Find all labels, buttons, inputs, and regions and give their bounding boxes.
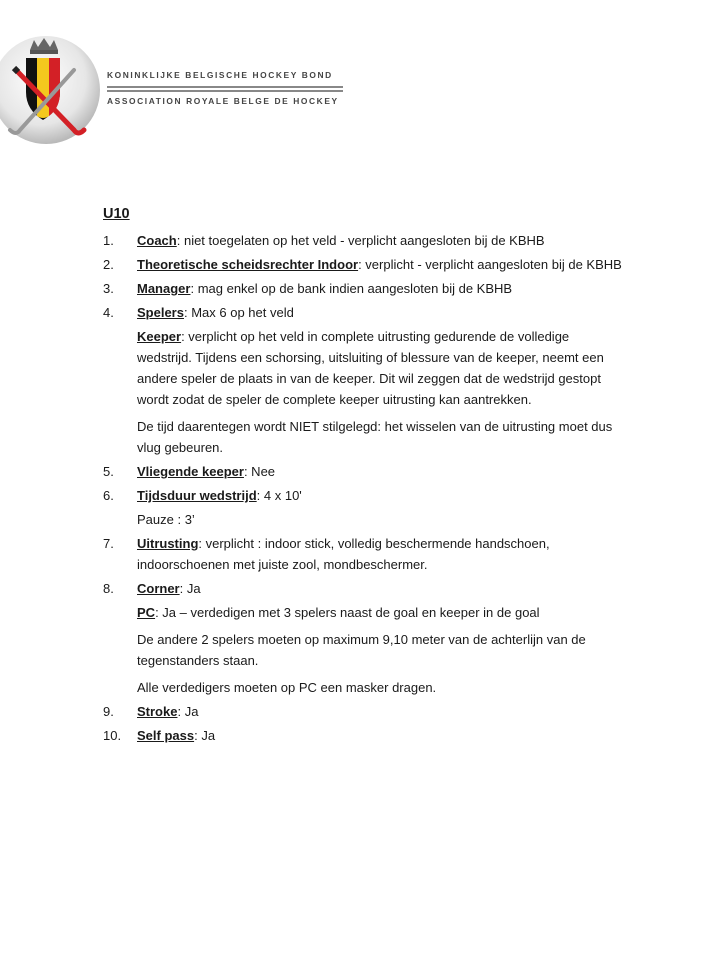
keeper-label: Keeper <box>137 329 182 344</box>
item-body: : Ja <box>179 581 201 596</box>
item-text <box>137 533 623 575</box>
item-body: : Nee <box>243 464 276 479</box>
section-title: U10 <box>103 206 130 222</box>
item-number: 9. <box>103 704 114 719</box>
item-number: 2. <box>103 257 114 272</box>
item-text <box>137 701 623 722</box>
item-body: : Ja <box>177 704 199 719</box>
item-text <box>137 461 623 482</box>
rule-item-stroke <box>103 701 623 722</box>
keeper-paragraph <box>103 326 623 410</box>
item-text <box>137 278 623 299</box>
item-label: Uitrusting <box>137 536 199 551</box>
letterhead <box>0 0 720 150</box>
pause-line: Pauze : 3’ <box>137 512 195 527</box>
item-text <box>137 230 623 251</box>
item-number: 6. <box>103 488 114 503</box>
item-number: 5. <box>103 464 114 479</box>
item-number: 1. <box>103 233 114 248</box>
item-body: : niet toegelaten op het veld - verplicht aangesloten bij de KBHB <box>176 233 545 248</box>
item-body: : 4 x 10' <box>256 488 302 503</box>
item-text <box>137 578 623 599</box>
rule-item-players <box>103 302 623 323</box>
item-number: 4. <box>103 305 114 320</box>
item-text <box>137 725 623 746</box>
kbhb-crest-logo <box>0 30 106 146</box>
item-label: Vliegende keeper <box>137 464 244 479</box>
pc-label: PC <box>137 605 156 620</box>
item-number: 7. <box>103 536 114 551</box>
item-number: 8. <box>103 581 114 596</box>
item-body: : Max 6 op het veld <box>183 305 294 320</box>
keeper-note: De tijd daarentegen wordt NIET stilgelegd: het wisselen van de uitrusting moet dus vlug gebeuren. <box>137 419 613 455</box>
rules-document <box>103 204 623 749</box>
item-body: : mag enkel op de bank indien aangesloten bij de KBHB <box>190 281 513 296</box>
item-text <box>137 254 623 275</box>
rule-item-corner <box>103 578 623 599</box>
org-name-french: ASSOCIATION ROYALE BELGE DE HOCKEY <box>107 96 339 106</box>
keeper-body: : verplicht op het veld in complete uitrusting gedurende de volledige wedstrijd. Tijdens een schorsing, uitsluiting of blessure van de keeper, neemt een andere speler de plaats in van de keeper. Dit wil zeggen dat de wedstrijd gestopt wordt zodat de speler de complete keeper uitrusting kan aantrekken. <box>137 329 604 407</box>
item-text <box>137 302 623 323</box>
item-label: Spelers <box>137 305 184 320</box>
pc-note-distance: De andere 2 spelers moeten op maximum 9,10 meter van de achterlijn van de tegenstanders staan. <box>137 632 586 668</box>
rule-item-self-pass <box>103 725 623 746</box>
pc-note-mask: Alle verdedigers moeten op PC een masker dragen. <box>137 680 437 695</box>
pc-paragraph <box>103 602 623 623</box>
item-label: Corner <box>137 581 180 596</box>
item-body: : verplicht : indoor stick, volledig beschermende handschoen, indoorschoenen met juiste zool, mondbeschermer. <box>137 536 550 572</box>
org-name-dutch: KONINKLIJKE BELGISCHE HOCKEY BOND <box>107 70 333 80</box>
rule-item-coach <box>103 230 623 251</box>
item-label: Manager <box>137 281 191 296</box>
item-text <box>137 485 623 506</box>
item-body: : verplicht - verplicht aangesloten bij de KBHB <box>358 257 622 272</box>
item-label: Coach <box>137 233 177 248</box>
rule-item-flying-keeper <box>103 461 623 482</box>
item-label: Tijdsduur wedstrijd <box>137 488 257 503</box>
item-label: Theoretische scheidsrechter Indoor <box>137 257 359 272</box>
item-label: Self pass <box>137 728 195 743</box>
rule-item-equipment <box>103 533 623 575</box>
item-body: : Ja <box>194 728 216 743</box>
rule-item-manager <box>103 278 623 299</box>
rule-item-referee <box>103 254 623 275</box>
item-number: 10. <box>103 728 122 743</box>
pc-body: : Ja – verdedigen met 3 spelers naast de goal en keeper in de goal <box>155 605 540 620</box>
divider-top <box>107 86 343 88</box>
rule-item-duration <box>103 485 623 506</box>
item-label: Stroke <box>137 704 178 719</box>
item-number: 3. <box>103 281 114 296</box>
divider-bottom <box>107 90 343 92</box>
